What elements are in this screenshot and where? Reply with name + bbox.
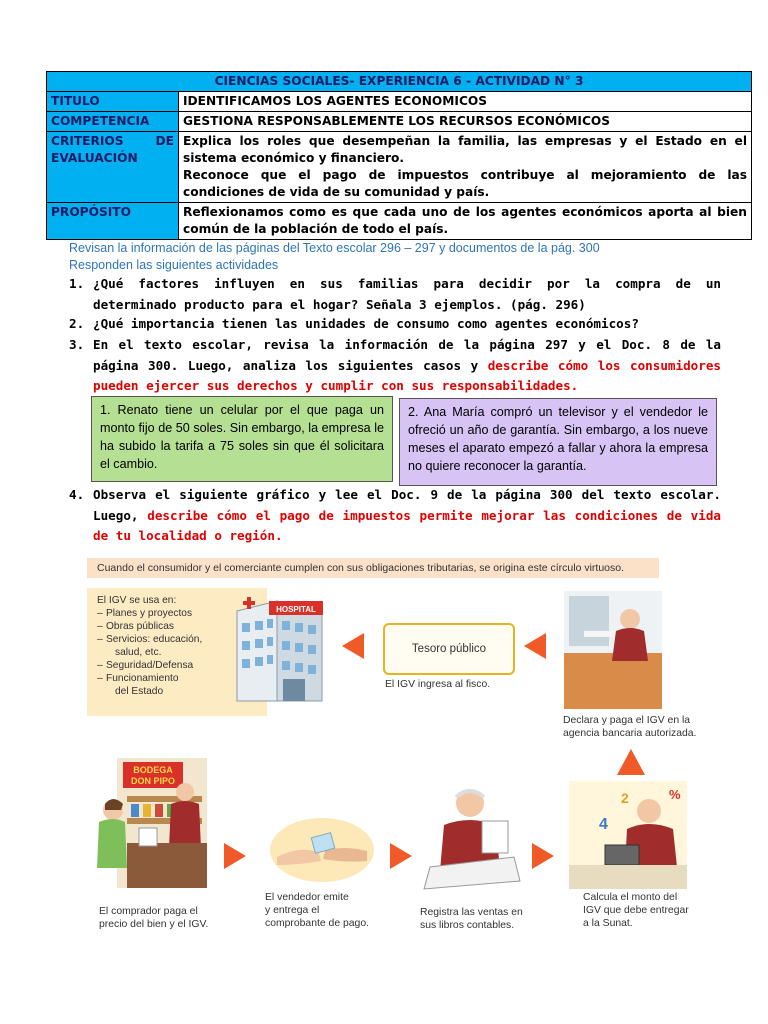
infographic-banner: Cuando el consumidor y el comerciante cumplen con sus obligaciones tributarias, se origina este círculo virtuoso.: [87, 558, 659, 578]
igv-use-item: – Obras públicas: [97, 621, 174, 632]
question-2: [69, 314, 721, 335]
activity-title: CIENCIAS SOCIALES- EXPERIENCIA 6 - ACTIVIDAD N° 3: [47, 72, 752, 92]
igv-use-item-cont: salud, etc.: [115, 647, 162, 658]
calcula-caption: Calcula el monto del IGV que debe entregar a la Sunat.: [583, 892, 689, 929]
igv-use-item-cont: del Estado: [115, 686, 164, 697]
question-text: Observa el siguiente gráfico y lee el Doc. 9 de la página 300 del texto escolar. Luego,: [93, 487, 721, 523]
question-1: [69, 274, 721, 315]
igv-use-item: – Planes y proyectos: [97, 608, 193, 619]
comprador-caption: El comprador paga el precio del bien y el IGV.: [99, 906, 209, 930]
question-4: [69, 485, 721, 547]
criterio-2: Reconoce que el pago de impuestos contribuye al mejoramiento de las condiciones de vida de su comunidad y país.: [183, 168, 747, 199]
arrow-up-icon: [617, 749, 645, 775]
arrow-right-icon: [224, 843, 246, 869]
question-text: En el texto escolar, revisa la información de la página 297 y el Doc. 8 de la página 300. Luego, analiza los siguientes casos y: [93, 337, 721, 373]
intro-line-1: Revisan la información de las páginas del Texto escolar 296 – 297 y documentos de la pág. 300: [69, 241, 600, 255]
igv-uses-title: El IGV se usa en:: [97, 595, 177, 606]
tax-cycle-infographic: [87, 553, 707, 953]
question-number: 4.: [69, 487, 85, 502]
svg-text:%: %: [669, 787, 681, 802]
accountant-illustration: [422, 781, 522, 891]
arrow-right-icon: [390, 843, 412, 869]
question-highlight: describe cómo los consumidores pueden ejercer sus derechos y cumplir con sus responsabilidades.: [93, 357, 721, 393]
question-text: ¿Qué importancia tienen las unidades de consumo como agentes económicos?: [93, 316, 639, 331]
case-box-2: 2. Ana María compró un televisor y el vendedor le ofreció un año de garantía. Sin embargo, a los nueve meses el aparato empezó a fallar y ahora la empresa no quiere reconocer la garantía.: [399, 398, 717, 486]
tesoro-publico-box: Tesoro público: [383, 623, 515, 675]
evaluacion-word: EVALUACIÓN: [51, 151, 138, 165]
question-highlight: describe cómo el pago de impuestos permite mejorar las condiciones de vida de tu localidad o región.: [93, 507, 721, 543]
declara-caption: Declara y paga el IGV en la agencia bancaria autorizada.: [563, 715, 697, 739]
igv-use-item: – Funcionamiento: [97, 673, 179, 684]
row-value-criterios: [179, 132, 752, 203]
question-text: ¿Qué factores influyen en sus familias para decidir por la compra de un determinado producto para el hogar? Señala 3 ejemplos. (pág. 296): [93, 276, 721, 312]
arrow-left-icon: [524, 633, 546, 659]
row-value-competencia: GESTIONA RESPONSABLEMENTE LOS RECURSOS ECONÓMICOS: [179, 112, 752, 132]
row-label-proposito: PROPÓSITO: [47, 203, 179, 240]
row-label-criterios: [47, 132, 179, 203]
case-box-1: 1. Renato tiene un celular por el que paga un monto fijo de 50 soles. Sin embargo, la empresa le ha subido la tarifa a 75 soles sin que él solicitara el cambio.: [91, 396, 393, 482]
bodega-sign-line1: BODEGA: [133, 765, 173, 775]
registra-caption: Registra las ventas en sus libros contables.: [420, 907, 523, 931]
hospital-sign: HOSPITAL: [276, 605, 316, 614]
vendedor-caption: El vendedor emite y entrega el comprobante de pago.: [265, 892, 369, 929]
question-number: 1.: [69, 276, 85, 291]
svg-text:2: 2: [621, 790, 629, 806]
arrow-right-icon: [532, 843, 554, 869]
criterios-word: CRITERIOS: [51, 134, 124, 148]
bank-agent-illustration: [564, 591, 662, 709]
criterio-1: Explica los roles que desempeñan la familia, las empresas y el Estado en el sistema económico y financiero.: [183, 134, 747, 165]
row-label-titulo: TITULO: [47, 92, 179, 112]
svg-text:4: 4: [599, 816, 608, 833]
handshake-receipt-illustration: [267, 815, 377, 885]
bodega-sign-line2: DON PIPO: [130, 776, 176, 786]
bodega-illustration: [97, 758, 217, 888]
tesoro-caption: El IGV ingresa al fisco.: [385, 679, 491, 690]
row-value-proposito: Reflexionamos como es que cada uno de los agentes económicos aporta al bien común de la población de todo el país.: [179, 203, 752, 240]
de-word: DE: [155, 134, 174, 148]
activity-header-table: [46, 71, 752, 240]
question-number: 2.: [69, 316, 85, 331]
question-3: [69, 335, 721, 397]
calculator-man-illustration: [569, 781, 687, 889]
igv-use-item: – Servicios: educación,: [97, 634, 203, 645]
row-value-titulo: IDENTIFICAMOS LOS AGENTES ECONOMICOS: [179, 92, 752, 112]
igv-uses-list: [97, 594, 202, 698]
igv-use-item: – Seguridad/Defensa: [97, 660, 194, 671]
arrow-left-icon: [342, 633, 364, 659]
question-number: 3.: [69, 337, 85, 352]
intro-line-2: Responden las siguientes actividades: [69, 258, 279, 272]
row-label-competencia: COMPETENCIA: [47, 112, 179, 132]
hospital-illustration: [227, 591, 327, 711]
